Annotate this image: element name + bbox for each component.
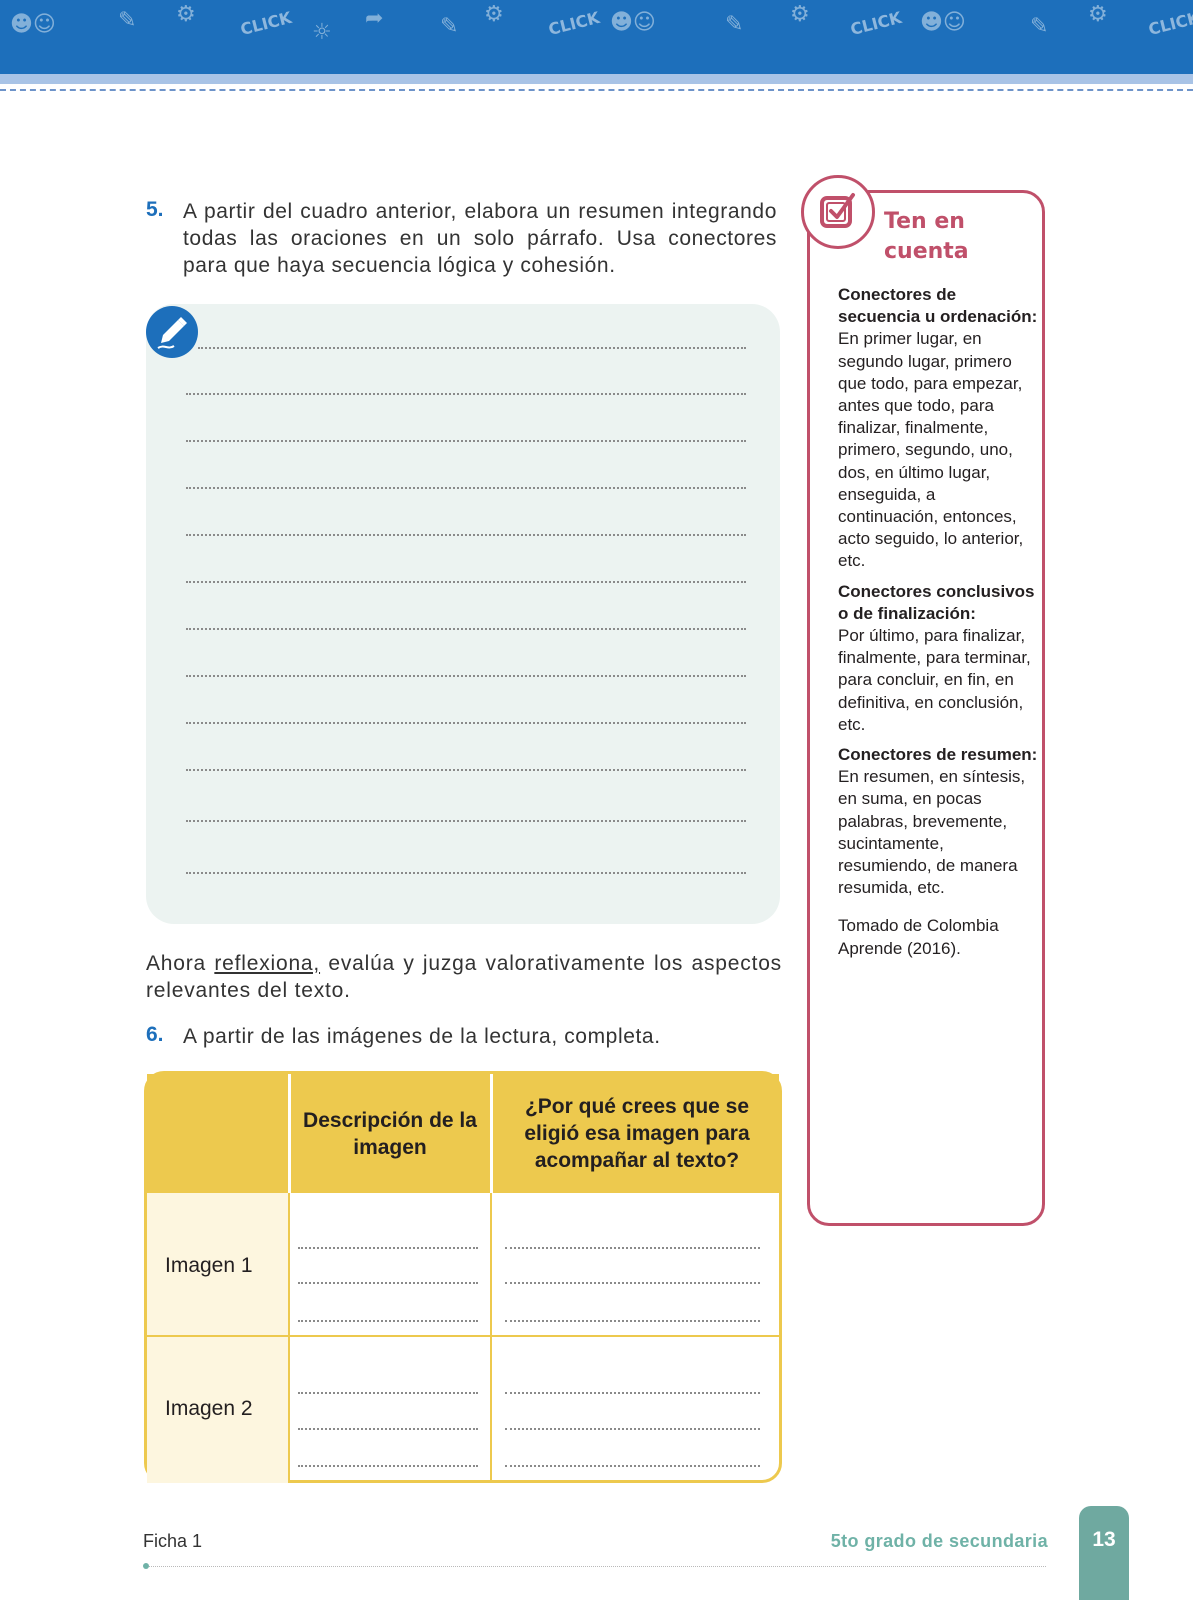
column-divider bbox=[288, 1193, 290, 1483]
lightbulb-icon: ☼ bbox=[312, 20, 332, 45]
answer-line[interactable] bbox=[186, 487, 746, 489]
pen-icon: ✎ bbox=[118, 8, 137, 33]
answer-line[interactable] bbox=[298, 1392, 478, 1394]
question-6-text: A partir de las imágenes de la lectura, completa. bbox=[183, 1025, 661, 1048]
banner-stripe bbox=[0, 74, 1193, 84]
pencil-icon bbox=[146, 306, 198, 358]
tip-section-heading: Conectores de secuencia u ordenación: bbox=[838, 285, 1038, 327]
answer-line[interactable] bbox=[186, 440, 746, 442]
pen-icon: ✎ bbox=[1030, 14, 1049, 39]
tip-section-body: En primer lugar, en segundo lugar, primero que todo, para empezar, antes que todo, para finalizar, finalmente, primero, segundo, uno, dos, en último lugar, enseguida, a continuación, entonces, acto seguido, lo anterior, etc. bbox=[838, 329, 1024, 571]
click-doodle: CLICK bbox=[848, 7, 904, 40]
answer-line[interactable] bbox=[298, 1247, 478, 1249]
gear-icon: ⚙ bbox=[1088, 2, 1108, 27]
people-icon: ☻☺ bbox=[920, 10, 966, 35]
footer-grade-label: 5to grado de secundaria bbox=[830, 1531, 1048, 1551]
answer-line[interactable] bbox=[186, 675, 746, 677]
header-divider bbox=[490, 1074, 493, 1193]
reflection-paragraph bbox=[146, 950, 782, 1004]
reflection-underlined: reflexiona, bbox=[214, 952, 321, 975]
answer-line[interactable] bbox=[505, 1465, 760, 1467]
header-divider bbox=[288, 1074, 291, 1193]
gear-icon: ⚙ bbox=[484, 2, 504, 27]
click-doodle: CLICK bbox=[546, 7, 602, 40]
tip-section-heading: Conectores conclusivos o de finalización: bbox=[838, 581, 1035, 623]
click-doodle: CLICK bbox=[1146, 7, 1202, 40]
tip-section-body: Por último, para finalizar, finalmente, para terminar, para concluir, en fin, en definitiva, en conclusión, etc. bbox=[838, 626, 1031, 734]
tip-section-heading: Conectores de resumen: bbox=[838, 745, 1038, 765]
footer-sheet-label: Ficha 1 bbox=[143, 1531, 203, 1551]
checkbox-icon bbox=[801, 175, 875, 249]
answer-line[interactable] bbox=[186, 769, 746, 771]
footer-dot bbox=[143, 1563, 149, 1569]
header-reason: ¿Por qué crees que se eligió esa imagen para acompañar al texto? bbox=[524, 1095, 750, 1172]
pen-icon: ✎ bbox=[725, 12, 744, 37]
pen-icon: ✎ bbox=[440, 14, 459, 39]
answer-line[interactable] bbox=[186, 722, 746, 724]
question-5-text: A partir del cuadro anterior, elabora un resumen integrando todas las oraciones en un solo párrafo. Usa conectores para que haya secuencia lógica y cohesión. bbox=[183, 200, 777, 277]
answer-line[interactable] bbox=[298, 1320, 478, 1322]
arrow-icon: ➦ bbox=[365, 6, 384, 31]
header-description: Descripción de la imagen bbox=[303, 1109, 477, 1159]
page-number: 13 bbox=[1092, 1528, 1116, 1551]
footer-divider bbox=[146, 1566, 1046, 1567]
answer-line[interactable] bbox=[198, 347, 746, 349]
gear-icon: ⚙ bbox=[176, 2, 196, 27]
row-label-imagen-2: Imagen 2 bbox=[165, 1397, 253, 1420]
answer-line[interactable] bbox=[505, 1320, 760, 1322]
row-label-imagen-1: Imagen 1 bbox=[165, 1254, 253, 1277]
banner-divider bbox=[0, 89, 1193, 91]
answer-line[interactable] bbox=[186, 534, 746, 536]
answer-line[interactable] bbox=[298, 1428, 478, 1430]
click-doodle: CLICK bbox=[238, 7, 294, 40]
image-table bbox=[144, 1071, 782, 1483]
answer-line[interactable] bbox=[505, 1428, 760, 1430]
answer-line[interactable] bbox=[186, 872, 746, 874]
answer-line[interactable] bbox=[505, 1247, 760, 1249]
writing-area[interactable] bbox=[146, 304, 780, 924]
tip-content bbox=[838, 284, 1038, 960]
answer-line[interactable] bbox=[298, 1282, 478, 1284]
people-icon: ☻☺ bbox=[10, 12, 56, 37]
reflection-rest: evalúa y juzga valorativamente los aspectos relevantes del texto. bbox=[146, 952, 782, 1002]
answer-line[interactable] bbox=[505, 1392, 760, 1394]
header-banner bbox=[0, 0, 1202, 74]
page-number-tab bbox=[1079, 1506, 1129, 1600]
gear-icon: ⚙ bbox=[790, 2, 810, 27]
question-6-number: 6. bbox=[146, 1023, 164, 1046]
answer-line[interactable] bbox=[186, 628, 746, 630]
tip-source: Tomado de Colombia Aprende (2016). bbox=[838, 916, 999, 958]
people-icon: ☻☺ bbox=[610, 10, 656, 35]
answer-line[interactable] bbox=[505, 1282, 760, 1284]
table-label-column bbox=[147, 1193, 288, 1483]
tip-title: Ten en cuenta bbox=[884, 209, 969, 264]
answer-line[interactable] bbox=[298, 1465, 478, 1467]
answer-line[interactable] bbox=[186, 393, 746, 395]
answer-line[interactable] bbox=[186, 581, 746, 583]
row-divider bbox=[147, 1335, 779, 1337]
question-5-number: 5. bbox=[146, 198, 164, 221]
answer-line[interactable] bbox=[186, 820, 746, 822]
column-divider bbox=[490, 1193, 492, 1483]
reflection-prefix: Ahora bbox=[146, 952, 215, 975]
tip-section-body: En resumen, en síntesis, en suma, en pocas palabras, brevemente, sucintamente, resumiendo, de manera resumida, etc. bbox=[838, 767, 1026, 898]
